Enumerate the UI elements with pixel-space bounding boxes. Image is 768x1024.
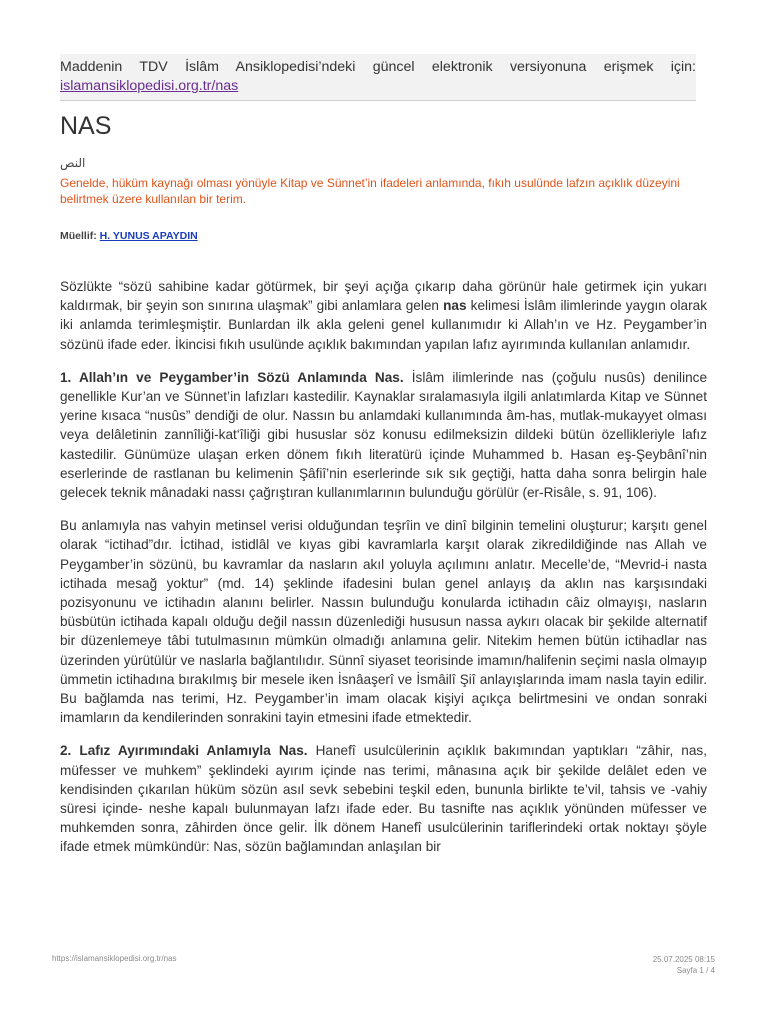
article-summary: Genelde, hüküm kaynağı olması yönüyle Kitap ve Sünnet’in ifadeleri anlamında, fıkıh usulünde lafzın açıklık düzeyini belirtmek üzere kullanılan bir terim. xyxy=(60,176,680,206)
article-title: NAS xyxy=(60,112,112,140)
paragraph-1-text-a: Sözlükte “sözü sahibine kadar götürmek, bir şeyi açığa çıkarıp daha görünür hale getirmek için yukarı kaldırmak, bir şeyin son sınırına ulaşmak” gibi anlamlara gelen xyxy=(60,279,707,314)
footer-page-number: Sayfa 1 / 4 xyxy=(676,966,715,975)
footer-datetime: 25.07.2025 08:15 xyxy=(652,955,715,964)
arabic-title: النص xyxy=(60,156,86,170)
section-2-heading: 2. Lafız Ayırımındaki Anlamıyla Nas. xyxy=(60,743,308,759)
author-label: Müellif: xyxy=(60,230,97,242)
section-1-heading: 1. Allah’ın ve Peygamber’in Sözü Anlamında Nas. xyxy=(60,369,404,385)
paragraph-2-text: İslâm ilimlerinde nas (çoğulu nusûs) denilince genellikle Kur’an ve Sünnet’in lafızları kastedilir. Kaynaklar sıralamasıyla ilgili anlatımlarda Kitap ve Sünnet yerine kısaca “nusûs” dendiği de olur. Nassın bu anlamdaki kullanımında âm-has, mutlak-mukayyet olması veya delâletinin zannîliği-kat‘îliği gibi hususlar söz konusu edilmeksizin dildeki bütün özellikleriyle lafız kastedilir. Günümüze ulaşan erken dönem fıkıh literatürü içinde Muhammed b. Hasan eş-Şeybânî’nin eserlerinde de rastlanan bu kelimenin Şâfiî’nin eserlerinde sık sık geçtiği, hatta daha sonra belirgin hale gelecek teknik mânadaki nassı çağrıştıran kullanımlarının bulunduğu görülür (er-Risâle, s. 91, 106). xyxy=(60,369,708,501)
footer-meta xyxy=(653,954,715,976)
paragraph-1 xyxy=(60,277,707,354)
paragraph-4 xyxy=(60,741,707,856)
author-link[interactable]: H. YUNUS APAYDIN xyxy=(99,230,198,242)
access-banner xyxy=(60,54,696,101)
paragraph-2 xyxy=(60,368,707,502)
paragraph-3: Bu anlamıyla nas vahyin metinsel verisi olduğundan teşrîin ve dinî bilginin temelini oluşturur; karşıtı genel olarak “ictihad”dır. İctihad, istidlâl ve kıyas gibi kavramlarla karşıt olarak zikredildiğinde nas Allah ve Peygamber’in sözünü, bu kavramlar da nasların akıl yoluyla açılımını anlatır. Mecelle’de, “Mevrid-i nasta ictihada mesağ yoktur” (md. 14) şeklinde ifadesini bulan genel anlayış da aklın nas karşısındaki pozisyonunu ve ictihadın alanını belirler. Nassın bulunduğu konularda ictihadın câiz olmayışı, nasların büsbütün ictihada kapalı olduğu değil nassın düzenlediği hususun nassa aykırı olacak bir şekilde alternatif bir düzenlemeye tâbi tutulmasının mümkün olmadığı anlamına gelir. Nitekim hemen bütün ictihadlar nas üzerinden yürütülür ve naslarla bağlantılıdır. Sünnî siyaset teorisinde imamın/halifenin seçimi nasla olmayıp ümmetin ictihadına bırakılmış bir mesele iken İsnâaşerî ve İsmâilî Şiî anlayışlarında imam nasla tayin edilir. Bu bağlamda nas terimi, Hz. Peygamber’in imam olacak kişiyi açıkça belirtmesini ve ondan sonraki imamların da kendilerinden sonrakini tayin etmesini ifade etmektedir. xyxy=(60,518,707,726)
banner-link[interactable]: islamansiklopedisi.org.tr/nas xyxy=(60,78,239,94)
paragraph-4-text: Hanefî usulcülerinin açıklık bakımından yaptıkları “zâhir, nas, müfesser ve muhkem” şeklindeki ayırım içinde nas terimi, mânasına açık bir şekilde delâlet eden ve kendisinden çıkarılan hüküm sözün asıl sevk sebebini teşkil eden, bununla birlikte te’vil, tahsis ve -vahiy süresi içinde- neshe kapalı bulunmayan lafzı ifade eder. Bu tasnifte nas açıklık yönünden müfesser ve muhkemden sonra, zâhirden önce gelir. İlk dönem Hanefî usulcülerinin tariflerindeki ortak noktayı şöyle ifade etmek mümkündür: Nas, sözün bağlamından anlaşılan bir xyxy=(60,743,707,855)
paragraph-1-text-b: kelimesi İslâm ilimlerinde yaygın olarak iki anlamda terimleşmiştir. Bunlardan ilk akla geleni genel kullanımıdır ki Allah’ın ve Hz. Peygamber’in sözünü ifade eder. İkincisi fıkıh usulünde açıklık bakımından yapılan lafız ayırımında kullanılan anlamıdır. xyxy=(60,298,707,352)
paragraph-1-term: nas xyxy=(443,298,467,314)
banner-text: Maddenin TDV İslâm Ansiklopedisi’ndeki güncel elektronik versiyonuna erişmek için: xyxy=(60,59,696,75)
article-body xyxy=(60,277,707,871)
author-line xyxy=(60,230,198,242)
footer-url: https://islamansiklopedisi.org.tr/nas xyxy=(52,954,177,963)
